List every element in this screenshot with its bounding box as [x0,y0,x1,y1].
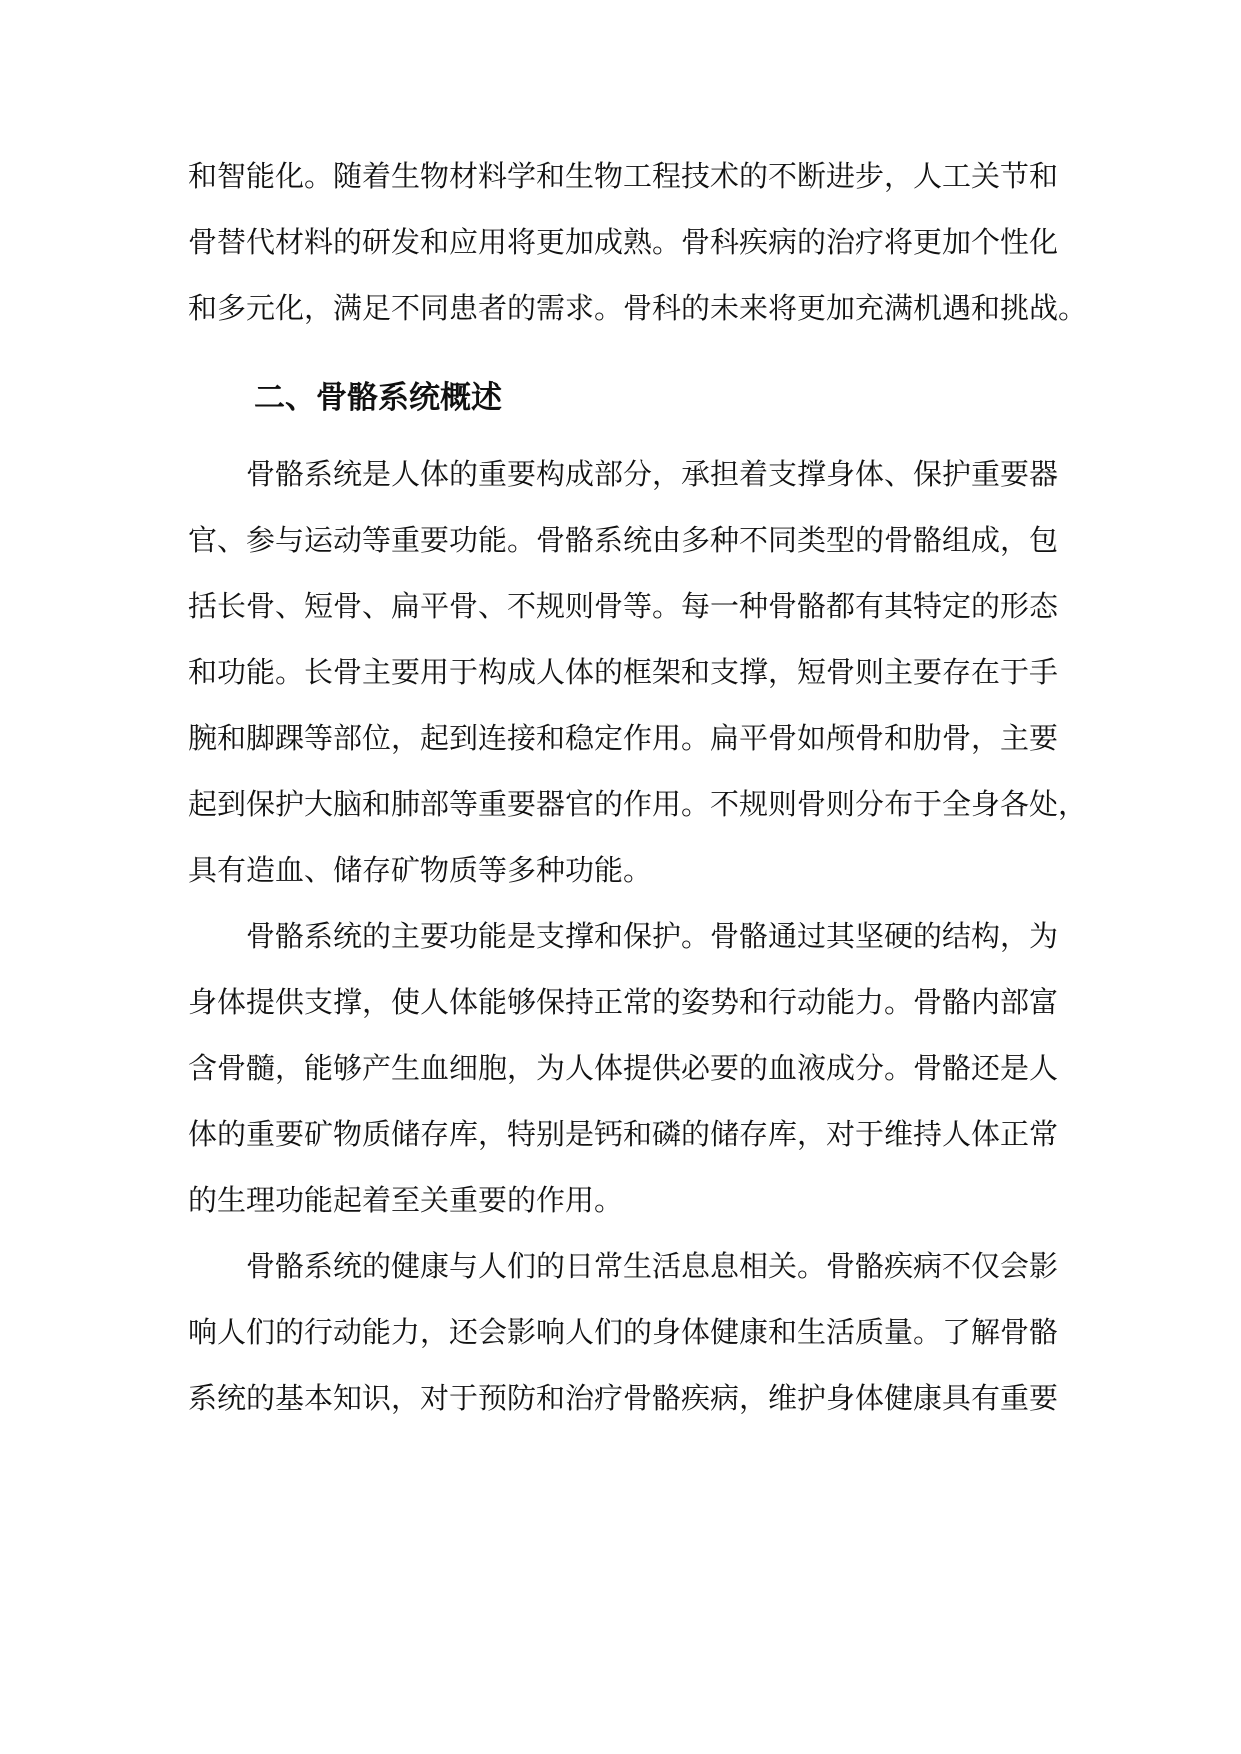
text-line: 官、参与运动等重要功能。骨骼系统由多种不同类型的骨骼组成，包 [188,523,1059,557]
text-line: 起到保护大脑和肺部等重要器官的作用。不规则骨则分布于全身各处， [188,787,1088,821]
text-line: 具有造血、储存矿物质等多种功能。 [188,853,653,887]
text-line: 的生理功能起着至关重要的作用。 [188,1183,624,1217]
text-line: 骨骼系统是人体的重要构成部分，承担着支撑身体、保护重要器 [246,457,1059,491]
text-line: 系统的基本知识，对于预防和治疗骨骼疾病，维护身体健康具有重要 [188,1381,1059,1415]
text-line: 和功能。长骨主要用于构成人体的框架和支撑，短骨则主要存在于手 [188,655,1059,689]
text-line: 和多元化，满足不同患者的需求。骨科的未来将更加充满机遇和挑战。 [188,291,1088,325]
text-line: 腕和脚踝等部位，起到连接和稳定作用。扁平骨如颅骨和肋骨，主要 [188,721,1059,755]
text-line: 和智能化。随着生物材料学和生物工程技术的不断进步，人工关节和 [188,159,1059,193]
paragraph-skeletal-health [188,1233,1059,1431]
text-line: 含骨髓，能够产生血细胞，为人体提供必要的血液成分。骨骼还是人 [188,1051,1059,1085]
text-line: 体的重要矿物质储存库，特别是钙和磷的储存库，对于维持人体正常 [188,1117,1059,1151]
paragraph-skeletal-overview [188,441,1088,903]
intro-paragraph [188,143,1088,341]
text-line: 骨骼系统的健康与人们的日常生活息息相关。骨骼疾病不仅会影 [246,1249,1059,1283]
text-line: 骨替代材料的研发和应用将更加成熟。骨科疾病的治疗将更加个性化 [188,225,1059,259]
paragraph-skeletal-functions [188,903,1059,1233]
text-line: 括长骨、短骨、扁平骨、不规则骨等。每一种骨骼都有其特定的形态 [188,589,1059,623]
section-heading: 二、骨骼系统概述 [254,380,502,416]
text-line: 身体提供支撑，使人体能够保持正常的姿势和行动能力。骨骼内部富 [188,985,1059,1019]
text-line: 骨骼系统的主要功能是支撑和保护。骨骼通过其坚硬的结构，为 [246,919,1059,953]
text-line: 响人们的行动能力，还会影响人们的身体健康和生活质量。了解骨骼 [188,1315,1059,1349]
document-body [188,143,1088,1431]
